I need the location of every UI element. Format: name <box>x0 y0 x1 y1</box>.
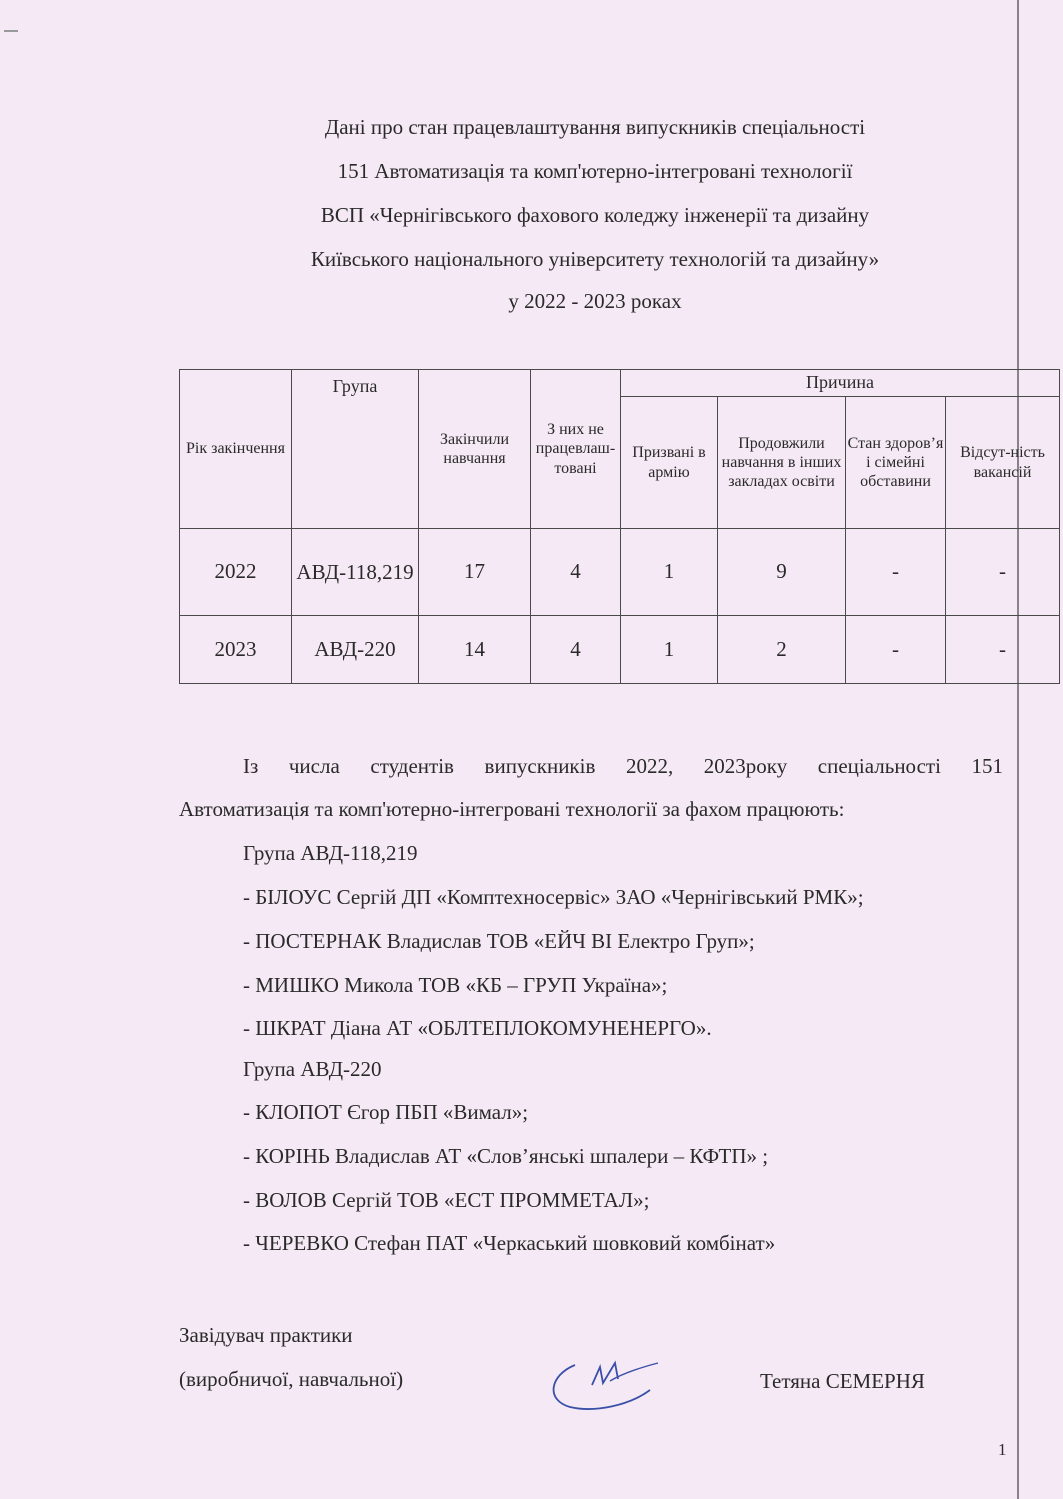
header-not-employed: З них не працевлаш-товані <box>531 370 621 529</box>
header-health: Стан здоров’я і сімейні обставини <box>846 397 946 529</box>
employee-line: - ШКРАТ Діана АТ «ОБЛТЕПЛОКОМУНЕНЕРГО». <box>243 1016 712 1040</box>
employee-line: - ПОСТЕРНАК Владислав ТОВ «ЕЙЧ ВІ Електро Груп»; <box>243 929 755 953</box>
cell-continued-study: 9 <box>718 529 846 616</box>
employee-line: - КЛОПОТ Єгор ПБП «Вимал»; <box>243 1100 529 1124</box>
title-line-3: ВСП «Чернігівського фахового коледжу інженерії та дизайну <box>320 203 870 227</box>
group-title: Група АВД-220 <box>243 1057 382 1081</box>
title-line-2: 151 Автоматизація та комп'ютерно-інтегровані технології <box>337 159 853 183</box>
signatory-role-line-2: (виробничої, навчальної) <box>179 1367 404 1391</box>
cell-year: 2022 <box>180 529 292 616</box>
cell-group: АВД-220 <box>292 616 419 684</box>
employment-table <box>179 369 1060 684</box>
cell-no-vacancy: - <box>946 529 1060 616</box>
header-finished: Закінчили навчання <box>419 370 531 529</box>
employee-line: - МИШКО Микола ТОВ «КБ – ГРУП Україна»; <box>243 973 668 997</box>
header-reason: Причина <box>621 370 1060 397</box>
signatory-name: Тетяна СЕМЕРНЯ <box>760 1369 925 1393</box>
title-line-4: Київського національного університету технологій та дизайну» <box>310 247 880 271</box>
table-row <box>180 616 1060 684</box>
header-group: Група <box>292 370 419 529</box>
header-year: Рік закінчення <box>180 370 292 529</box>
cell-health: - <box>846 529 946 616</box>
employee-line: - ЧЕРЕВКО Стефан ПАТ «Черкаський шовковий комбінат» <box>243 1231 776 1255</box>
header-no-vacancy: Відсут-ність вакансій <box>946 397 1060 529</box>
intro-paragraph-line-1: Із числа студентів випускників 2022, 2023року спеціальності 151 <box>243 754 1003 778</box>
table-row <box>180 529 1060 616</box>
cell-health: - <box>846 616 946 684</box>
employee-line: - ВОЛОВ Сергій ТОВ «ЕСТ ПРОММЕТАЛ»; <box>243 1188 650 1212</box>
cell-finished: 14 <box>419 616 531 684</box>
cell-year: 2023 <box>180 616 292 684</box>
cell-finished: 17 <box>419 529 531 616</box>
scan-mark <box>4 30 18 32</box>
scan-edge-line <box>1017 0 1019 1499</box>
cell-not-employed: 4 <box>531 529 621 616</box>
group-title: Група АВД-118,219 <box>243 841 418 865</box>
cell-no-vacancy: - <box>946 616 1060 684</box>
employee-line: - КОРІНЬ Владислав АТ «Слов’янські шпалери – КФТП» ; <box>243 1144 769 1168</box>
page-number: 1 <box>998 1440 1007 1459</box>
handwritten-signature <box>540 1345 670 1425</box>
cell-army: 1 <box>621 616 718 684</box>
cell-continued-study: 2 <box>718 616 846 684</box>
title-line-1: Дані про стан працевлаштування випускників спеціальності <box>324 115 866 139</box>
employee-line: - БІЛОУС Сергій ДП «Комптехносервіс» ЗАО «Чернігівський РМК»; <box>243 885 864 909</box>
signatory-role-line-1: Завідувач практики <box>179 1323 353 1347</box>
cell-group: АВД-118,219 <box>292 529 419 616</box>
title-line-5: у 2022 - 2023 роках <box>508 289 682 313</box>
intro-paragraph-line-2: Автоматизація та комп'ютерно-інтегровані технології за фахом працюють: <box>179 797 845 821</box>
cell-army: 1 <box>621 529 718 616</box>
header-continued-study: Продовжили навчання в інших закладах освіти <box>718 397 846 529</box>
cell-not-employed: 4 <box>531 616 621 684</box>
header-army: Призвані в армію <box>621 397 718 529</box>
